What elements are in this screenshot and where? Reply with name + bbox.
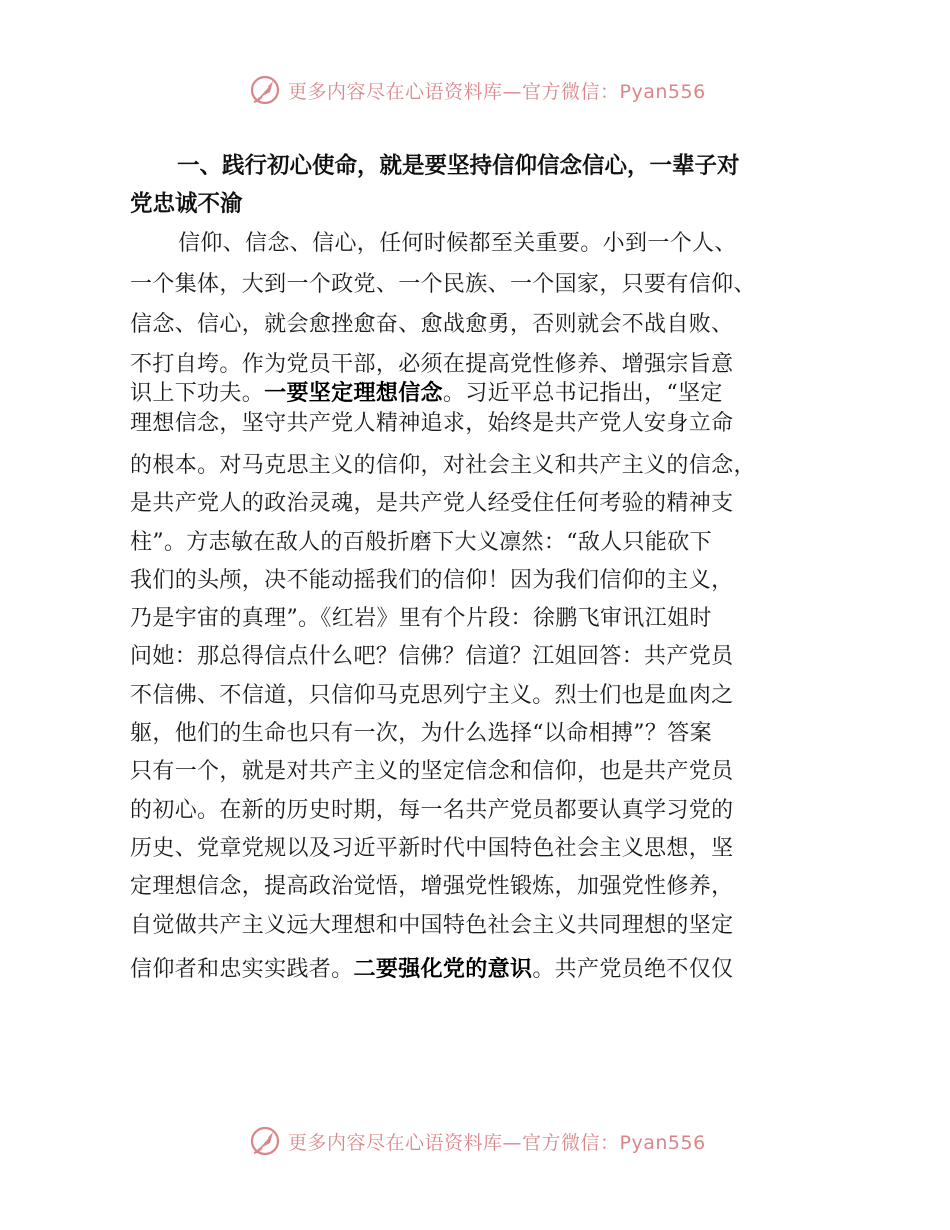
paragraph-line: 历史、党章党规以及习近平新时代中国特色社会主义思想，坚 [130, 836, 734, 861]
section-heading-line-2: 党忠诚不渝 [130, 191, 243, 217]
bold-point-1: 一要坚定理想信念 [264, 381, 443, 406]
quill-pen-logo-icon [248, 1124, 282, 1158]
paragraph-line: 信念、信心，就会愈挫愈奋、愈战愈勇，否则就会不战自败、 [130, 312, 734, 337]
watermark-text: 更多内容尽在心语资料库—官方微信：Pyan556 [288, 80, 706, 103]
paragraph-text: 信仰者和忠实实践者。 [130, 957, 354, 982]
paragraph-line: 我们的头颅，决不能动摇我们的信仰！因为我们信仰的主义， [130, 568, 734, 593]
paragraph-line: 问她：那总得信点什么吧？信佛？信道？江姐回答：共产党员 [130, 644, 734, 669]
paragraph-line [130, 955, 733, 985]
paragraph-line: 一个集体，大到一个政党、一个民族、一个国家，只要有信仰、 [130, 272, 756, 297]
paragraph-line: 理想信念，坚守共产党人精神追求，始终是共产党人安身立命 [130, 411, 734, 436]
paragraph-line: 是共产党人的政治灵魂，是共产党人经受住任何考验的精神支 [130, 491, 734, 516]
header-watermark [248, 70, 706, 110]
paragraph-line: 只有一个，就是对共产主义的坚定信念和信仰，也是共产党员 [130, 759, 734, 784]
watermark-text: 更多内容尽在心语资料库—官方微信：Pyan556 [288, 1131, 706, 1154]
paragraph-line: 的根本。对马克思主义的信仰，对社会主义和共产主义的信念， [130, 453, 756, 478]
paragraph-line: 柱”。方志敏在敌人的百般折磨下大义凛然：“敌人只能砍下 [130, 530, 712, 555]
bold-point-2: 二要强化党的意识 [353, 957, 533, 982]
paragraph-line: 躯，他们的生命也只有一次，为什么选择“以命相搏”？答案 [130, 721, 712, 746]
paragraph-line: 信仰、信念、信心，任何时候都至关重要。小到一个人、 [178, 231, 737, 256]
paragraph-line [130, 379, 723, 409]
quill-pen-logo-icon [248, 73, 282, 107]
paragraph-line: 不打自垮。作为党员干部，必须在提高党性修养、增强宗旨意 [130, 352, 734, 377]
paragraph-line: 自觉做共产主义远大理想和中国特色社会主义共同理想的坚定 [130, 913, 734, 938]
paragraph-line: 不信佛、不信道，只信仰马克思列宁主义。烈士们也是血肉之 [130, 683, 734, 708]
paragraph-text: 。习近平总书记指出，“坚定 [442, 381, 723, 406]
section-heading-line-1: 一、践行初心使命，就是要坚持信仰信念信心，一辈子对 [177, 153, 740, 179]
paragraph-line: 乃是宇宙的真理”。《红岩》里有个片段：徐鹏飞审讯江姐时 [130, 606, 712, 631]
footer-watermark [248, 1121, 706, 1161]
paragraph-line: 定理想信念，提高政治觉悟，增强党性锻炼，加强党性修养， [130, 874, 734, 899]
paragraph-text: 。共产党员绝不仅仅 [532, 957, 734, 982]
paragraph-text: 识上下功夫。 [130, 381, 265, 406]
paragraph-line: 的初心。在新的历史时期，每一名共产党员都要认真学习党的 [130, 798, 734, 823]
